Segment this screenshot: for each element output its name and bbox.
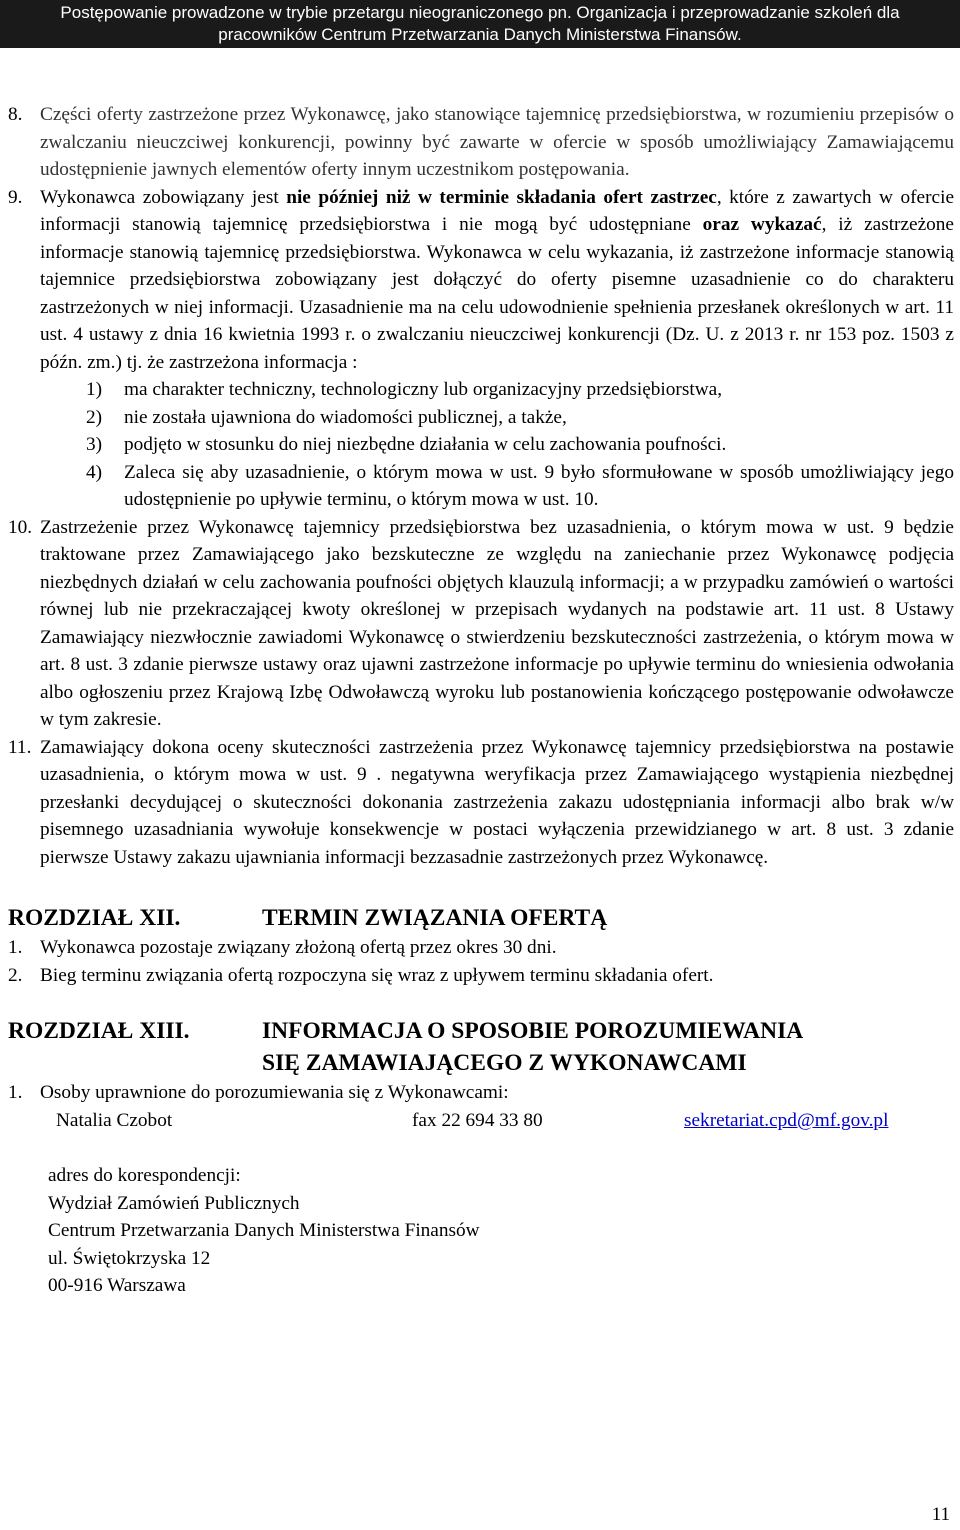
- contact-row: [56, 1107, 954, 1135]
- chapter-title-line-2: SIĘ ZAMAWIAJĄCEGO Z WYKONAWCAMI: [262, 1050, 747, 1076]
- correspondence-address: [48, 1162, 954, 1300]
- paragraph-8: [8, 101, 954, 184]
- contact-fax: fax 22 694 33 80: [412, 1109, 543, 1131]
- paragraph-text: Zamawiający dokona oceny skuteczności zastrzeżenia przez Wykonawcę tajemnicy przedsiębiorstwa na postawie uzasadnienia, o którym mowa w ust. 9 . negatywna weryfikacja przez Zamawiającego wystąpienia niezbędnej przesłanki decydującej o skuteczności dokonania zastrzeżenia zakazu udostępniania informacji albo brak w/w pisemnego uzasadniania wywołuje konsekwencje w postaci wyłączenia przewidzianego w art. 8 ust. 3 zdanie pierwsze Ustawy zakazu ujawniania informacji bezzasadnie zastrzeżonych przez Wykonawcę.: [40, 736, 954, 868]
- contact-email-link[interactable]: sekretariat.cpd@mf.gov.pl: [684, 1109, 889, 1131]
- paragraph-number: 11.: [8, 736, 32, 758]
- chapter-12-heading: [8, 902, 954, 934]
- paragraph-11: [8, 734, 954, 872]
- chapter-number: ROZDZIAŁ XII.: [8, 905, 181, 931]
- header-line-1: Postępowanie prowadzone w trybie przetargu nieograniczonego pn. Organizacja i przeprowadzanie szkoleń dla: [60, 3, 900, 22]
- paragraph-text: Części oferty zastrzeżone przez Wykonawcę, jako stanowiące tajemnicę przedsiębiorstwa, w rozumieniu przepisów o zwalczaniu nieuczciwej konkurencji, powinny być zawarte w ofercie w sposób umożliwiający Zamawiającemu udostępnienie jawnych elementów oferty innym uczestnikom postępowania.: [40, 104, 954, 180]
- sub-list: [86, 376, 954, 514]
- paragraph-text: Zastrzeżenie przez Wykonawcę tajemnicy przedsiębiorstwa bez uzasadnienia, o którym mowa w ust. 9 będzie traktowane przez Zamawiającego jako bezskuteczne ze względu na zaniechanie przez Wykonawcę podjęcia niezbędnych działań w celu zachowania poufności objętych klauzulą informacji; a w przypadku zamówień o wartości równej lub nie przekraczającej kwoty określonej w przepisach wydanych na podstawie art. 11 ust. 8 Ustawy Zamawiający niezwłocznie zawiadomi Wykonawcę o stwierdzeniu bezskuteczności zastrzeżenia, o którym mowa w art. 8 ust. 3 zdanie pierwsze ustawy oraz ujawni zastrzeżone informacje po upływie terminu do wniesienia odwołania albo ogłoszeniu przez Krajową Izbę Odwoławczą wyroku lub postanowienia kończącego postępowanie odwoławcze w tym zakresie.: [40, 516, 954, 730]
- list-item: 1) ma charakter techniczny, technologiczny lub organizacyjny przedsiębiorstwa,: [86, 379, 723, 400]
- paragraph-number: 9.: [8, 186, 23, 208]
- paragraph-9: [8, 184, 954, 514]
- address-line: 00-916 Warszawa: [48, 1275, 186, 1296]
- chapter-13-heading: [8, 1015, 954, 1079]
- list-item: 4) Zaleca się aby uzasadnienie, o którym mowa w ust. 9 było sformułowane w sposób umożliwiający jego udostępnienie po upływie terminu, o którym mowa w ust. 10.: [86, 461, 954, 510]
- address-line: adres do korespondencji:: [48, 1165, 241, 1186]
- list-item: 3) podjęto w stosunku do niej niezbędne działania w celu zachowania poufności.: [86, 434, 727, 455]
- chapter-title: TERMIN ZWIĄZANIA OFERTĄ: [262, 905, 608, 931]
- address-line: Centrum Przetwarzania Danych Ministerstwa Finansów: [48, 1220, 480, 1241]
- paragraph-10: [8, 514, 954, 734]
- address-line: ul. Świętokrzyska 12: [48, 1247, 211, 1269]
- page-number: 11: [931, 1504, 950, 1525]
- list-item: 2) nie została ujawniona do wiadomości publicznej, a także,: [86, 406, 567, 428]
- list-item: 1. Osoby uprawnione do porozumiewania się z Wykonawcami:: [8, 1082, 509, 1103]
- header-line-2: pracowników Centrum Przetwarzania Danych Ministerstwa Finansów.: [218, 25, 742, 44]
- document-body: [8, 101, 954, 1300]
- chapter-number: ROZDZIAŁ XIII.: [8, 1018, 190, 1044]
- bold-phrase: nie później niż w terminie składania ofert zastrzec: [286, 186, 717, 208]
- paragraph-text: , które z zawartych w ofercie informacji stanowią tajemnicę przedsiębiorstwa i nie mogą być udostępniane: [40, 186, 954, 235]
- chapter-title-line-1: INFORMACJA O SPOSOBIE POROZUMIEWANIA: [262, 1018, 804, 1044]
- address-line: Wydział Zamówień Publicznych: [48, 1192, 300, 1214]
- contact-name: Natalia Czobot: [56, 1109, 173, 1131]
- paragraph-number: 8.: [8, 104, 23, 125]
- list-item: 2. Bieg terminu związania ofertą rozpoczyna się wraz z upływem terminu składania ofert.: [8, 964, 714, 986]
- bold-phrase: oraz wykazać: [702, 214, 822, 235]
- document-header: [0, 0, 960, 48]
- paragraph-text: , iż zastrzeżone informacje stanowią tajemnicę przedsiębiorstwa. Wykonawca w celu wykazania, iż zastrzeżone informacje stanowią tajemnice przedsiębiorstwa zobowiązany jest dołączyć do oferty pisemne uzasadnienie co do charakteru zastrzeżonych w niej informacji. Uzasadnienie ma na celu udowodnienie spełnienia przesłanek określonych w art. 11 ust. 4 ustawy z dnia 16 kwietnia 1993 r. o zwalczaniu nieuczciwej konkurencji (Dz. U. z 2013 r. nr 153 poz. 1503 z późn. zm.) tj. że zastrzeżona informacja :: [40, 214, 954, 373]
- paragraph-text: Wykonawca zobowiązany jest: [40, 186, 287, 208]
- paragraph-number: 10.: [8, 516, 33, 538]
- list-item: 1. Wykonawca pozostaje związany złożoną ofertą przez okres 30 dni.: [8, 937, 557, 958]
